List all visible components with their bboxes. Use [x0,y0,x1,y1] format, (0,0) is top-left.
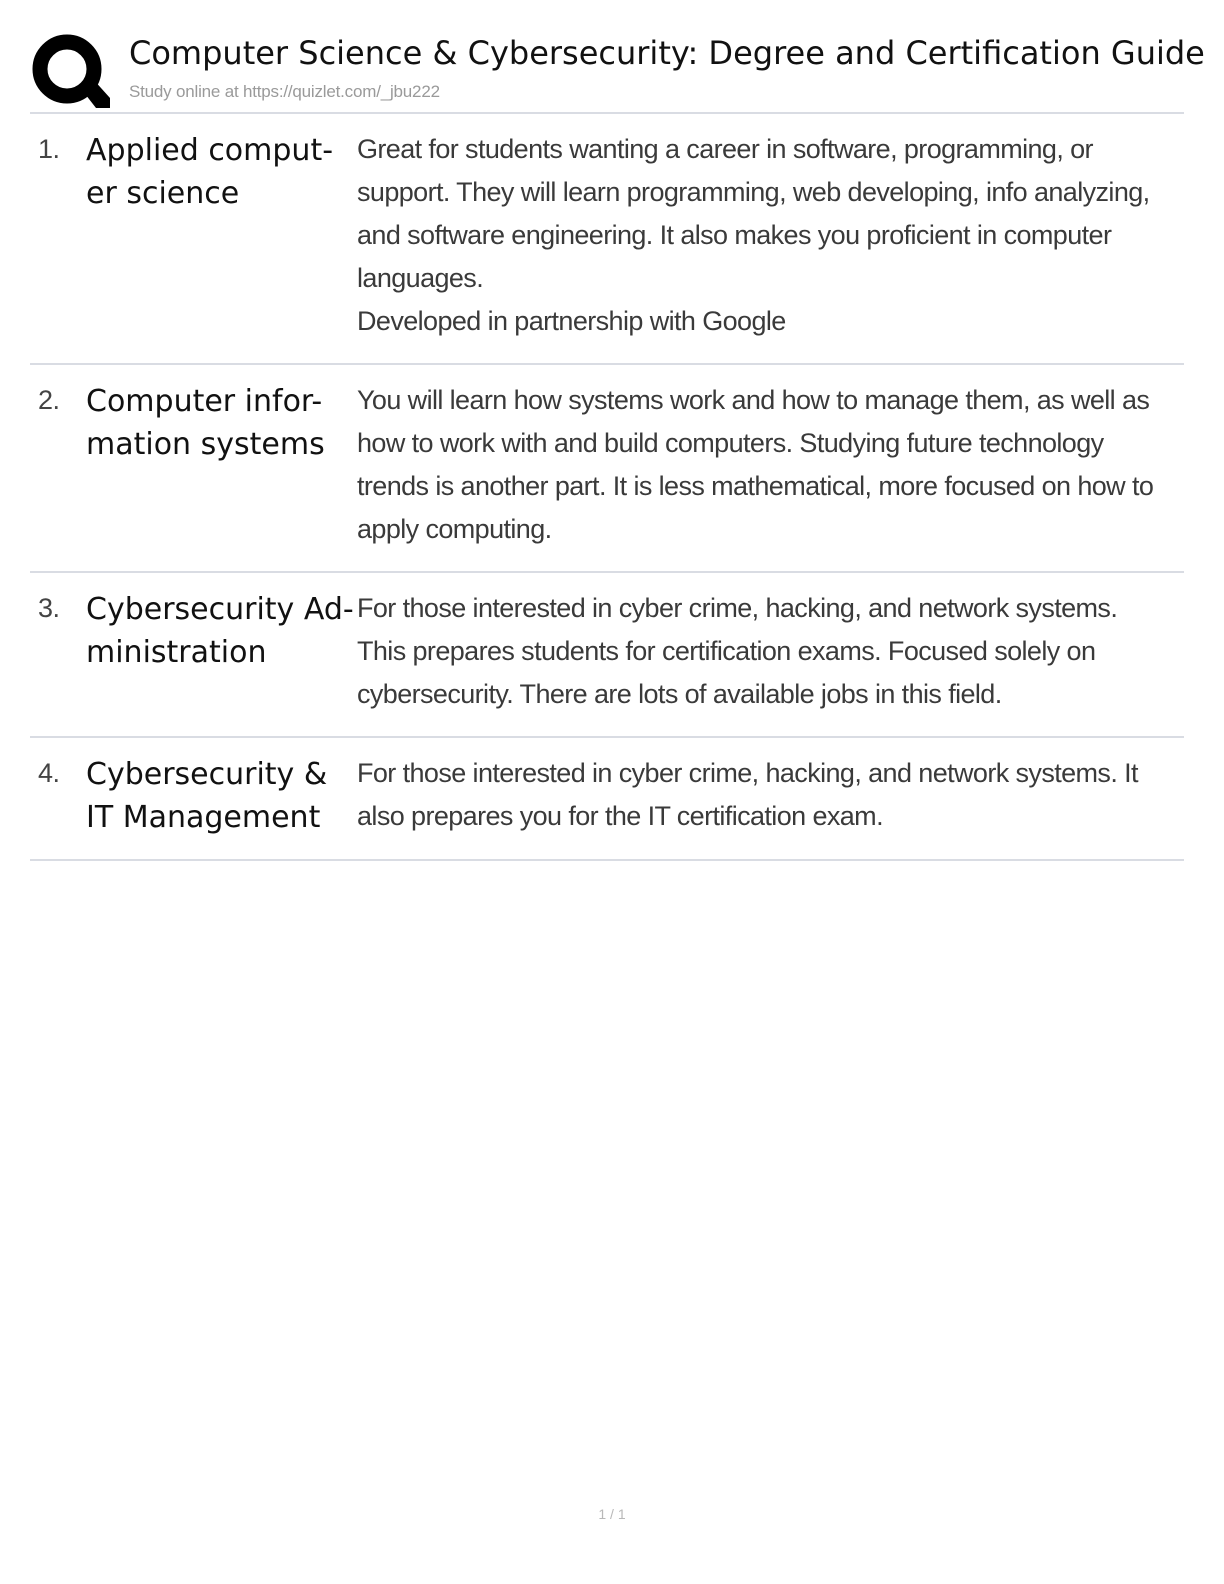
term-row [30,573,1184,738]
term-word: Applied comput- er science [86,133,334,211]
page-number: 1 / 1 [598,1506,626,1522]
term-definition: For those interested in cyber crime, hacking, and network systems. This prepares students for certification exams. Focused solely on cybersecurity. There are lots of available jobs in this field. [357,593,1118,709]
term-row [30,114,1184,365]
document-title: Computer Science & Cybersecurity: Degree and Certification Guide [129,34,1205,72]
term-word: Cybersecurity Ad- ministration [86,592,354,670]
study-online-link[interactable]: Study online at https://quizlet.com/_jbu222 [129,82,440,101]
term-definition: Great for students wanting a career in software, programming, or support. They will learn programming, web developing, info analyzing, and software engineering. It also makes you proficient in computer languages. Developed in partnership with Google [357,134,1150,336]
document-header [30,28,1205,114]
term-number: 2. [38,385,60,415]
term-row [30,365,1184,573]
term-definition: For those interested in cyber crime, hacking, and network systems. It also prepares you for the IT certification exam. [357,758,1138,831]
quizlet-q-logo-icon [30,32,110,112]
term-list [30,114,1184,861]
term-word: Computer infor- mation systems [86,384,325,462]
term-number: 1. [38,134,60,164]
term-row [30,738,1184,861]
term-word: Cybersecurity & IT Management [86,757,328,835]
term-number: 4. [38,758,60,788]
term-definition: You will learn how systems work and how to manage them, as well as how to work with and build computers. Studying future technology trends is another part. It is less mathematical, more focused on how to apply computing. [357,385,1154,544]
term-number: 3. [38,593,60,623]
